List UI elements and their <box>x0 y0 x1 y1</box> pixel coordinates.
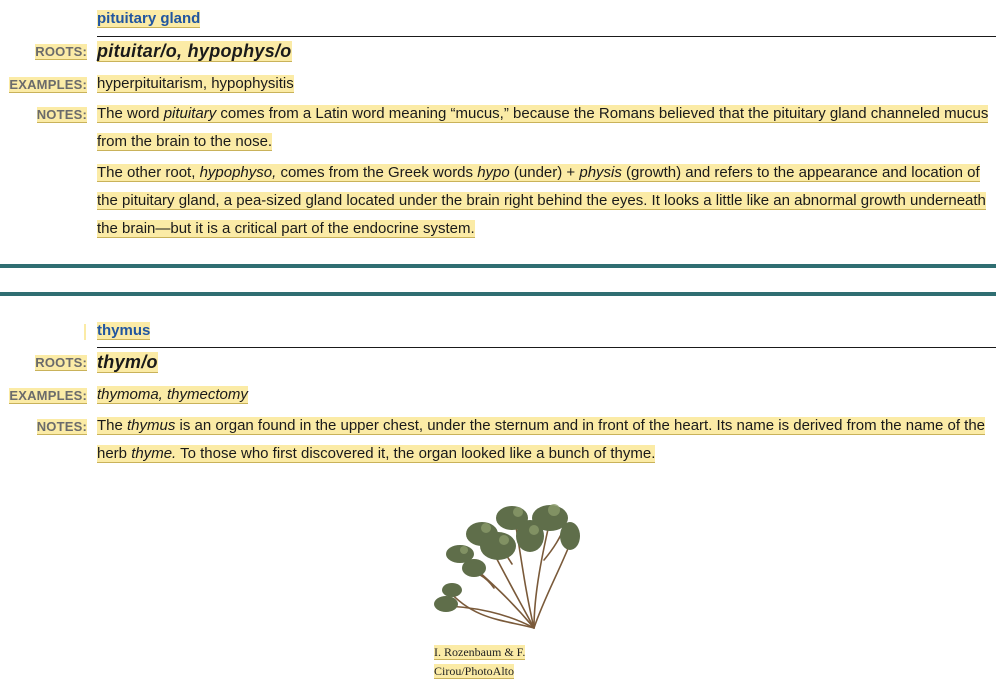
term-thymus[interactable] <box>97 322 150 339</box>
roots-label-text: ROOTS: <box>35 355 87 370</box>
note-text: comes from a Latin word meaning “mucus,” because the Romans believed that the pituitary gland channeled mucus from the brain to the nose. <box>97 105 989 150</box>
note-text: (under) + <box>509 164 580 181</box>
notes-label-text: NOTES: <box>36 419 87 434</box>
image-caption-text: I. Rozenbaum & F. Cirou/PhotoAlto <box>434 645 526 678</box>
examples-label <box>9 388 87 403</box>
roots-label <box>35 44 87 59</box>
term-underline <box>97 36 996 37</box>
examples-value <box>97 386 248 403</box>
note-italic: hypo <box>477 164 510 181</box>
roots-value <box>97 41 292 62</box>
examples-label <box>9 77 87 92</box>
thyme-plant-icon <box>434 494 582 636</box>
term-pituitary-gland-text[interactable]: pituitary gland <box>97 10 201 27</box>
note-text: The other root, <box>97 164 200 181</box>
note-text: The <box>97 417 128 434</box>
examples-value-text: hyperpituitarism, hypophysitis <box>97 75 294 92</box>
roots-value-text: pituitar/o, hypophys/o <box>97 41 292 61</box>
term-pituitary-gland[interactable] <box>97 10 200 27</box>
notes-label <box>37 419 87 434</box>
note-text: (growth) and refers to the appearance and location of the pituitary gland, a pea-sized gland located under the brain right behind the eyes. It looks a little like an abnormal growth underneath the brain—but it is a critical part of the endocrine system. <box>97 164 986 237</box>
examples-label-text: EXAMPLES: <box>9 77 87 92</box>
notes-label <box>37 107 87 122</box>
note-text: is an organ found in the upper chest, under the sternum and in front of the heart. Its name is derived from the name of the herb <box>97 417 986 462</box>
note-italic: thyme. <box>131 445 177 462</box>
notes-paragraph-1 <box>97 412 992 468</box>
note-text: The word <box>97 105 164 122</box>
notes-label-text: NOTES: <box>36 107 87 122</box>
examples-value-text: thymoma, thymectomy <box>97 386 248 403</box>
thyme-plant-image <box>434 494 582 636</box>
roots-label-text: ROOTS: <box>35 44 87 59</box>
note-text: comes from the Greek words <box>276 164 478 181</box>
section-divider-top <box>0 264 996 268</box>
note-text: To those who first discovered it, the organ looked like a bunch of thyme. <box>176 445 656 462</box>
notes-paragraph-1 <box>97 100 992 156</box>
roots-label <box>35 355 87 370</box>
note-italic: thymus <box>127 417 176 434</box>
term-thymus-text[interactable]: thymus <box>97 322 151 339</box>
image-caption <box>434 643 544 681</box>
note-italic: physis <box>579 164 622 181</box>
highlight-marker <box>84 324 86 340</box>
notes-paragraph-2 <box>97 159 992 243</box>
roots-value-text: thym/o <box>97 352 158 372</box>
examples-label-text: EXAMPLES: <box>9 388 87 403</box>
note-italic: pituitary <box>163 105 217 122</box>
section-divider-bottom <box>0 292 996 296</box>
note-italic: hypophyso, <box>199 164 277 181</box>
term-underline <box>97 347 996 348</box>
roots-value <box>97 352 158 373</box>
examples-value <box>97 75 294 92</box>
